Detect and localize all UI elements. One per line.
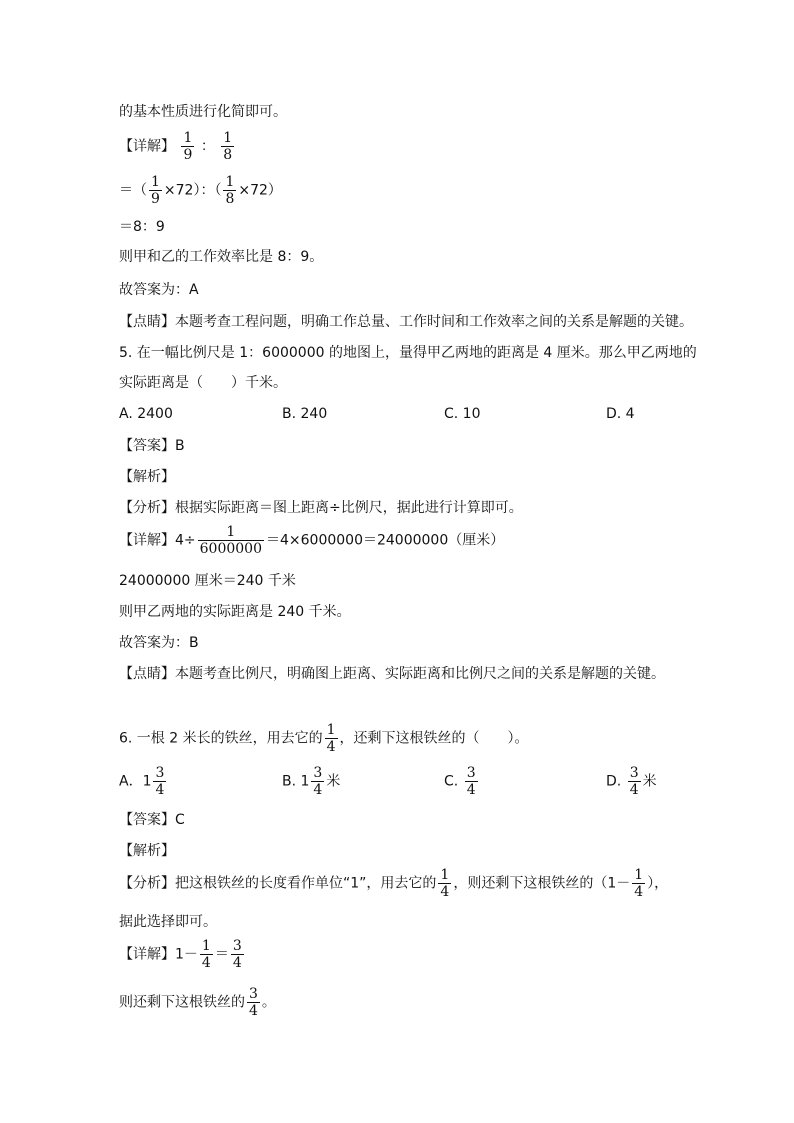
- q6-fenxi: 【分析】把这根铁丝的长度看作单位“1”，用去它的 $\frac{1}{4}$ ，则还剩下这根铁丝的（1－ $\frac{1}{4}$ ），: [119, 867, 669, 900]
- fraction: $\frac{3}{4}$: [466, 765, 476, 798]
- detail-line: 【详解】 $\frac{1}{9}$ ： $\frac{1}{8}$: [119, 130, 233, 163]
- fraction: $\frac{3}{4}$: [155, 765, 165, 798]
- math-line: ＝（ $\frac{1}{9}$ ×72）：（ $\frac{1}{8}$ ×72）: [119, 174, 282, 207]
- fraction: $\frac{1}{4}$: [326, 722, 336, 755]
- q6-option-b: B. 1 $\frac{3}{4}$ 米: [282, 765, 341, 798]
- q6-detail: 【详解】1－ $\frac{1}{4}$ ＝ $\frac{3}{4}$: [119, 938, 242, 971]
- q5-option-c: C. 10: [444, 406, 481, 422]
- q5-stem: 实际距离是（ ）千米。: [119, 375, 287, 391]
- fraction: $\frac{1}{4}$: [440, 867, 450, 900]
- q5-fenxi: 【分析】根据实际距离＝图上距离÷比例尺，据此进行计算即可。: [119, 500, 523, 516]
- fraction: $\frac{1}{9}$: [151, 174, 160, 207]
- fraction: $\frac{1}{8}$: [225, 174, 235, 207]
- q6-option-d: D. $\frac{3}{4}$ 米: [606, 765, 657, 798]
- q6-answer: 【答案】C: [119, 812, 185, 828]
- q6-fenxi-cont: 据此选择即可。: [119, 914, 217, 930]
- fraction: $\frac{1}{6000000}$: [199, 524, 262, 557]
- q5-jiexi: 【解析】: [119, 469, 175, 485]
- fraction: $\frac{1}{8}$: [223, 130, 233, 163]
- text-line: 的基本性质进行化简即可。: [119, 104, 287, 120]
- q6-option-c: C. $\frac{3}{4}$: [444, 765, 476, 798]
- q5-conversion: 24000000 厘米＝240 千米: [119, 573, 296, 589]
- fraction: $\frac{1}{4}$: [201, 938, 211, 971]
- q5-option-b: B. 240: [282, 406, 328, 422]
- math-line: ＝8：9: [119, 219, 165, 235]
- text-line: 故答案为：A: [119, 282, 199, 298]
- fraction: $\frac{3}{4}$: [313, 765, 323, 798]
- fraction: $\frac{1}{9}$: [183, 130, 193, 163]
- q6-jiexi: 【解析】: [119, 843, 175, 859]
- comment-line: 【点睛】本题考查工程问题，明确工作总量、工作时间和工作效率之间的关系是解题的关键。: [119, 314, 693, 330]
- fraction: $\frac{1}{4}$: [634, 867, 644, 900]
- fraction: $\frac{3}{4}$: [232, 938, 242, 971]
- q6-option-a: A．1 $\frac{3}{4}$: [119, 765, 165, 798]
- fraction: $\frac{3}{4}$: [629, 765, 639, 798]
- fraction: $\frac{3}{4}$: [249, 986, 258, 1019]
- text-line: 则甲和乙的工作效率比是 8：9。: [119, 249, 324, 265]
- q5-comment: 【点睛】本题考查比例尺，明确图上距离、实际距离和比例尺之间的关系是解题的关键。: [119, 666, 665, 682]
- q5-answer: 【答案】B: [119, 438, 185, 454]
- q5-final-answer: 故答案为：B: [119, 635, 199, 651]
- q5-detail: 【详解】4÷ $\frac{1}{6000000}$ ＝4×6000000＝24000000（厘米）: [119, 524, 505, 557]
- q6-stem: 6. 一根 2 米长的铁丝，用去它的 $\frac{1}{4}$ ，还剩下这根铁丝的（ ）。: [119, 722, 529, 755]
- q5-stem: 5. 在一幅比例尺是 1：6000000 的地图上，量得甲乙两地的距离是 4 厘米。那么甲乙两地的: [119, 345, 697, 361]
- q5-conclusion: 则甲乙两地的实际距离是 240 千米。: [119, 604, 351, 620]
- q6-conclusion: 则还剩下这根铁丝的 $\frac{3}{4}$ 。: [119, 986, 276, 1019]
- q5-option-a: A. 2400: [119, 406, 173, 422]
- q5-option-d: D. 4: [606, 406, 635, 422]
